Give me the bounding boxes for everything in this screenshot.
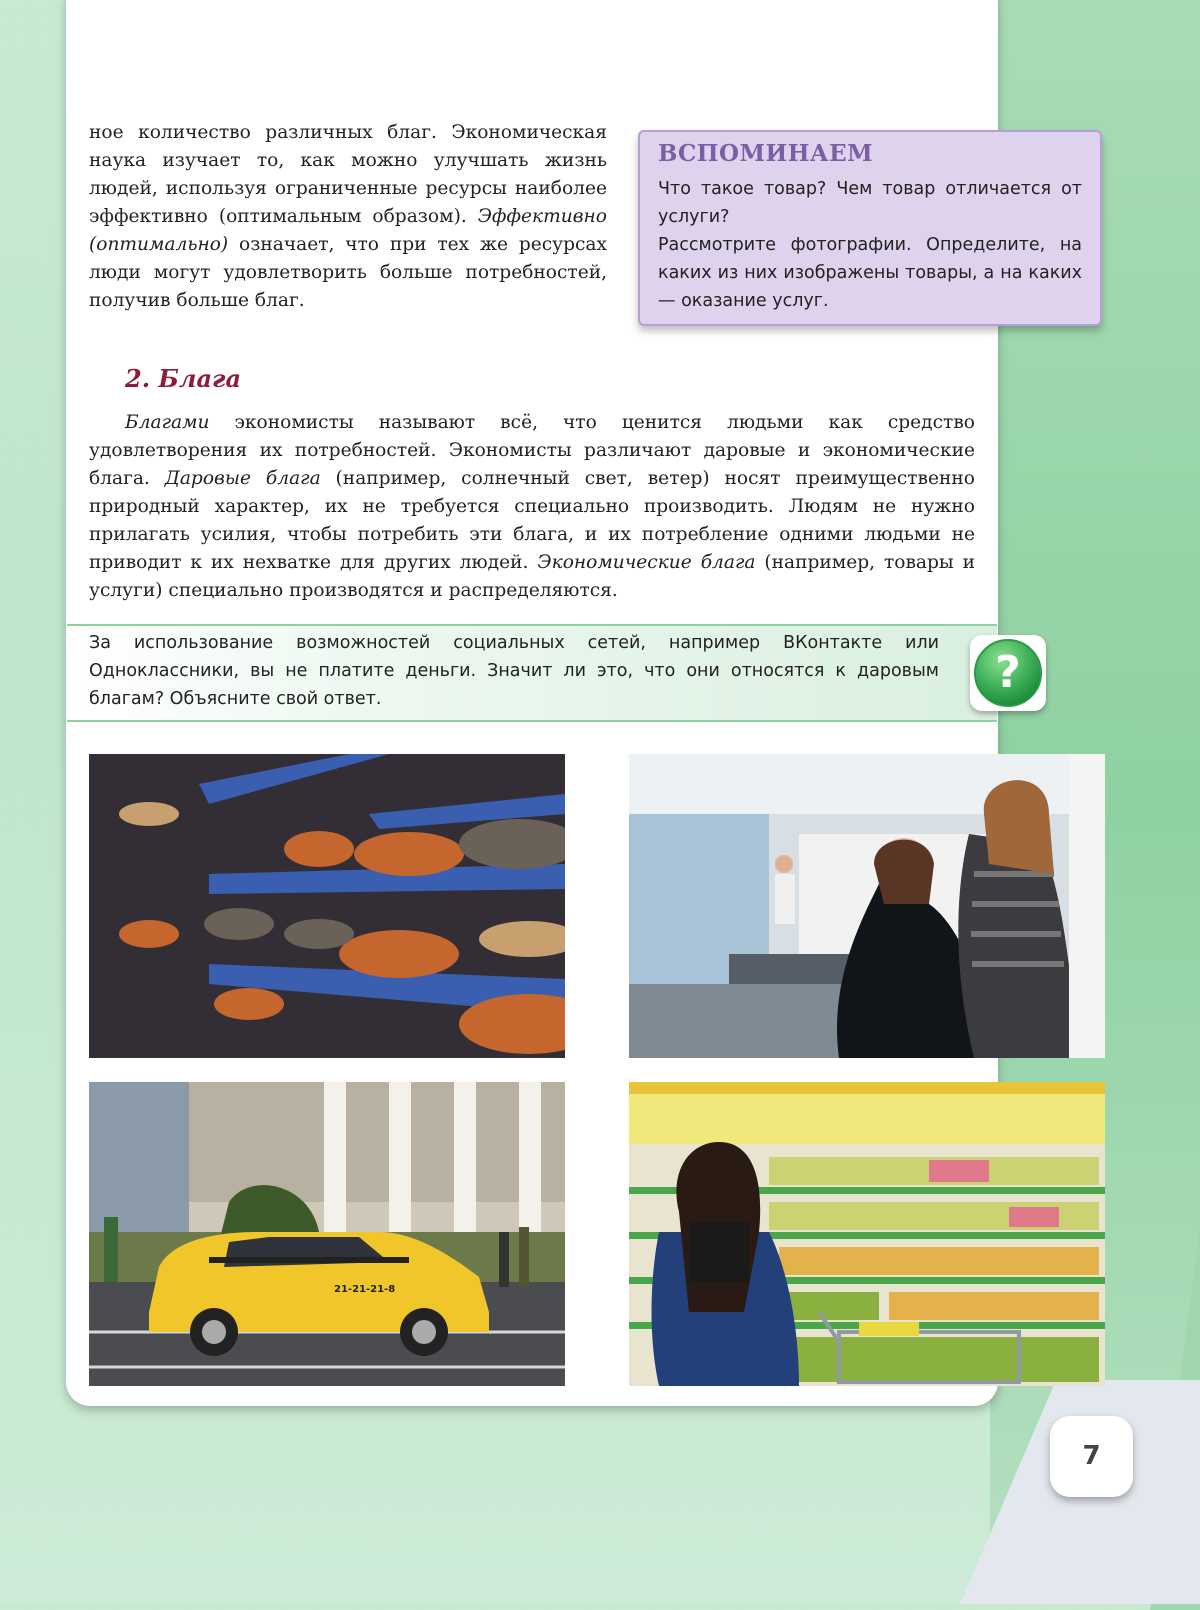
recall-question-2: Рассмотрите фотографии. Определите, на каких из них изображены товары, а на каких — оказание услуг. [658, 235, 1082, 311]
term-economic-goods: Экономические блага [537, 552, 756, 573]
photo-supermarket [629, 1082, 1105, 1386]
photo-taxi [89, 1082, 565, 1386]
recall-box [638, 130, 1102, 326]
term-goods: Благами [125, 412, 210, 433]
intro-term-efficient: Эффективно (оптимально) [89, 206, 607, 255]
question-mark-icon [970, 635, 1046, 711]
photo-hair-salon [629, 754, 1105, 1058]
recall-title: ВСПОМИНАЕМ [658, 140, 874, 167]
section-heading: 2. Блага [125, 364, 242, 393]
goods-text-3: (например, товары и услуги) специально производятся и распределяются. [89, 552, 976, 601]
intro-text-1: ное количество различных благ. Экономическая наука изучает то, как можно улучшать жизнь людей, используя ограниченные ресурсы наиболее эффективно (оптимальным образом). [89, 122, 607, 227]
recall-question-1: Что такое товар? Чем товар отличается от услуги? [658, 179, 1082, 227]
svg-text:?: ? [995, 647, 1021, 698]
goods-text-2: (например, солнечный свет, ветер) носят преимущественно природный характер, их не требуется специально производить. Людям не нужно прилагать усилия, чтобы потребить эти блага, и их потребление одними людьми не приводит к их нехватке для других людей. [89, 468, 975, 573]
intro-paragraph [89, 119, 607, 315]
question-badge [970, 635, 1046, 711]
goods-text-1: экономисты называют всё, что ценится людьми как средство удовлетворения их потребностей. Экономисты различают даровые и экономические блага. [89, 412, 975, 489]
page-number: 7 [1050, 1416, 1133, 1497]
taxi-phone-number: 21-21-21-8 [334, 1284, 396, 1295]
goods-paragraph [89, 409, 975, 605]
photo-shoe-store [89, 754, 565, 1058]
question-text: За использование возможностей социальных сетей, например ВКонтакте или Одноклассники, вы не платите деньги. Значит ли это, что они относятся к даровым благам? Объясните свой ответ. [89, 633, 939, 709]
intro-text-2: означает, что при тех же ресурсах люди могут удовлетворить больше потребностей, получив больше благ. [89, 234, 607, 311]
term-free-goods: Даровые блага [164, 468, 321, 489]
